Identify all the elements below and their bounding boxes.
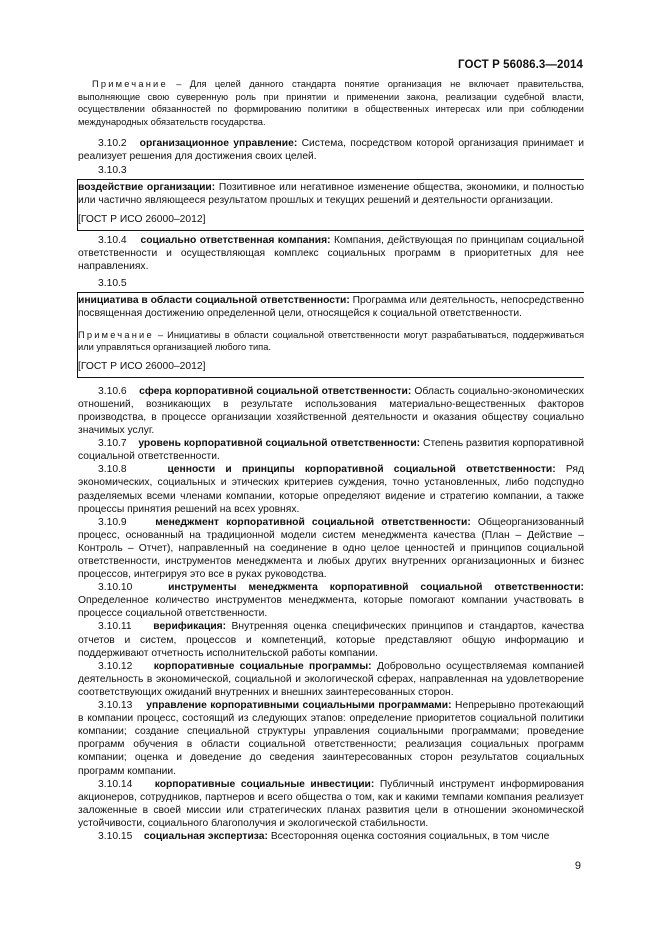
boxed-term-3-10-5 [77,292,584,377]
term-title: инициатива в области социальной ответственности: [78,295,350,307]
note-paragraph [78,329,584,354]
term-3-10-3 [78,181,584,207]
term-3-10-7 [78,437,584,463]
term-number: 3.10.15 [98,830,133,842]
term-title: корпоративные социальные программы: [153,660,372,672]
term-definition: Степень развития корпоративной социальной ответственности. [78,438,584,463]
term-definition: Система, посредством которой организация принимает и реализует решения для достижения своих целей. [78,138,584,163]
term-3-10-13 [78,699,584,778]
term-title: социальная экспертиза: [143,830,268,842]
note-paragraph [78,78,584,128]
term-3-10-9 [78,516,584,581]
term-3-10-14 [78,778,584,830]
term-number: 3.10.8 [98,464,127,476]
term-title: уровень корпоративной социальной ответственности: [138,438,421,450]
term-number: 3.10.7 [98,438,127,450]
term-title: корпоративные социальные инвестиции: [154,778,375,790]
note-text: – Для целей данного стандарта понятие организация не включает правительства, выполняющие свою суверенную роль при принятии и применении закона, реализации судебной власти, осуществлении обязанностей по формированию политики в общественных интересах или при соблюдении международных обязательств государства. [78,79,584,127]
term-title: верификация: [153,621,227,633]
boxed-term-3-10-3 [77,179,584,231]
term-number: 3.10.2 [98,138,127,150]
source-reference: [ГОСТ Р ИСО 26000–2012] [78,213,206,225]
term-definition: Непрерывно протекающий в компании процесс, состоящий из следующих этапов: определение приоритетов социальной политики компании; создание специальной структуры управления социальными программами; проведение программ обучения в области социальной ответственности; реализация социальных программ компании; оценка и доведение до сведения заинтересованных сторон результатов социальных программ компании. [78,700,584,777]
term-title: сфера корпоративной социальной ответственности: [139,385,412,397]
term-definition: Публичный инструмент информирования акционеров, сотрудников, партнеров и всего общества о том, как и какими темпами компания реализует заложенные в своей миссии или стратегических планах развития цели в отношении экономической устойчивости, социального благополучия и экологической стабильности. [78,778,585,829]
note-label: Примечание [78,329,154,340]
term-number-line: 3.10.5 [98,278,127,290]
term-number-line: 3.10.3 [98,164,127,176]
term-number: 3.10.4 [98,234,127,246]
term-title: управление корпоративными социальными программами: [146,700,452,712]
term-definition: Ряд экономических, социальных и этических критериев суждения, точно установленных, либо подспудно разделяемых всеми членами компании, которые определяют видение и стратегию компании, а также процессы принятия решений на всех уровнях. [78,464,584,515]
term-title: менеджмент корпоративной социальной ответственности: [155,516,471,528]
note-label: Примечание [92,79,168,89]
term-3-10-11 [78,620,584,659]
term-definition: Внутренняя оценка специфических принципов и стандартов, качества отчетов и систем, процессов и компетенций, которые представляют общую информацию и поддерживают отчетность исполнительской работы компании. [78,621,584,659]
source-reference: [ГОСТ Р ИСО 26000–2012] [78,360,206,372]
page-number: 9 [574,860,581,872]
term-title: ценности и принципы корпоративной социальной ответственности: [167,464,556,476]
term-definition: Область социально-экономических отношений, возникающих в результате использования материально-вещественных факторов производства, в процессе организации хозяйственной деятельности и оказания обществу социально значимых услуг. [78,385,584,437]
term-number: 3.10.14 [98,778,133,790]
term-3-10-10 [78,581,584,620]
term-3-10-15 [78,830,584,843]
term-title: воздействие организации: [78,181,216,193]
term-definition: Позитивное или негативное изменение общества, экономики, и полностью или частично являющееся результатом прошлых и текущих решений и деятельности организации. [78,181,584,206]
term-number: 3.10.9 [98,516,127,528]
term-3-10-8 [78,463,584,515]
term-number: 3.10.12 [98,660,133,672]
term-3-10-6 [78,385,584,437]
term-definition: Компания, действующая по принципам социальной ответственности и осуществляющая комплекс социальных программ в приоритетных для нее направлениях. [78,234,584,273]
term-definition: Определенное количество инструментов менеджмента, которые помогают компании участвовать в процессе социальной ответственности. [78,595,584,620]
term-3-10-5 [78,294,584,320]
term-definition: Добровольно осуществляемая компанией деятельность в экономической, социальной и экологической сферах, направленная на удовлетворение соответствующих ожиданий внутренних и внешних заинтересованных сторон. [78,660,584,698]
term-3-10-2 [78,137,584,163]
term-definition: Общеорганизованный процесс, основанный на традиционной модели систем менеджмента качества (План – Действие – Контроль – Отчет), направленный на соединение в одно целое ценностей и принципов социальной ответственности, инструментов менеджмента и любых других внутренних организационных и бизнес процессов, интегрируя это все в руках руководства. [78,516,585,581]
term-title: инструменты менеджмента корпоративной социальной ответственности: [168,582,584,594]
term-number: 3.10.6 [98,385,127,397]
term-3-10-12 [78,660,584,699]
page-content [78,78,584,843]
standard-designation: ГОСТ Р 56086.3—2014 [458,59,583,71]
term-definition: Всесторонняя оценка состояния социальных, в том числе [267,830,550,842]
term-3-10-4 [78,234,584,273]
term-definition: Программа или деятельность, непосредственно посвященная достижению определенной цели, относящейся к социальной ответственности. [78,295,585,320]
term-number: 3.10.10 [98,582,133,594]
term-title: социально ответственная компания: [140,234,331,246]
term-number: 3.10.13 [98,700,133,712]
term-title: организационное управление: [139,138,298,150]
note-text: – Инициативы в области социальной ответственности могут разрабатываться, поддерживаться или управляться организацией любого типа. [78,329,584,353]
term-number: 3.10.11 [98,621,132,633]
